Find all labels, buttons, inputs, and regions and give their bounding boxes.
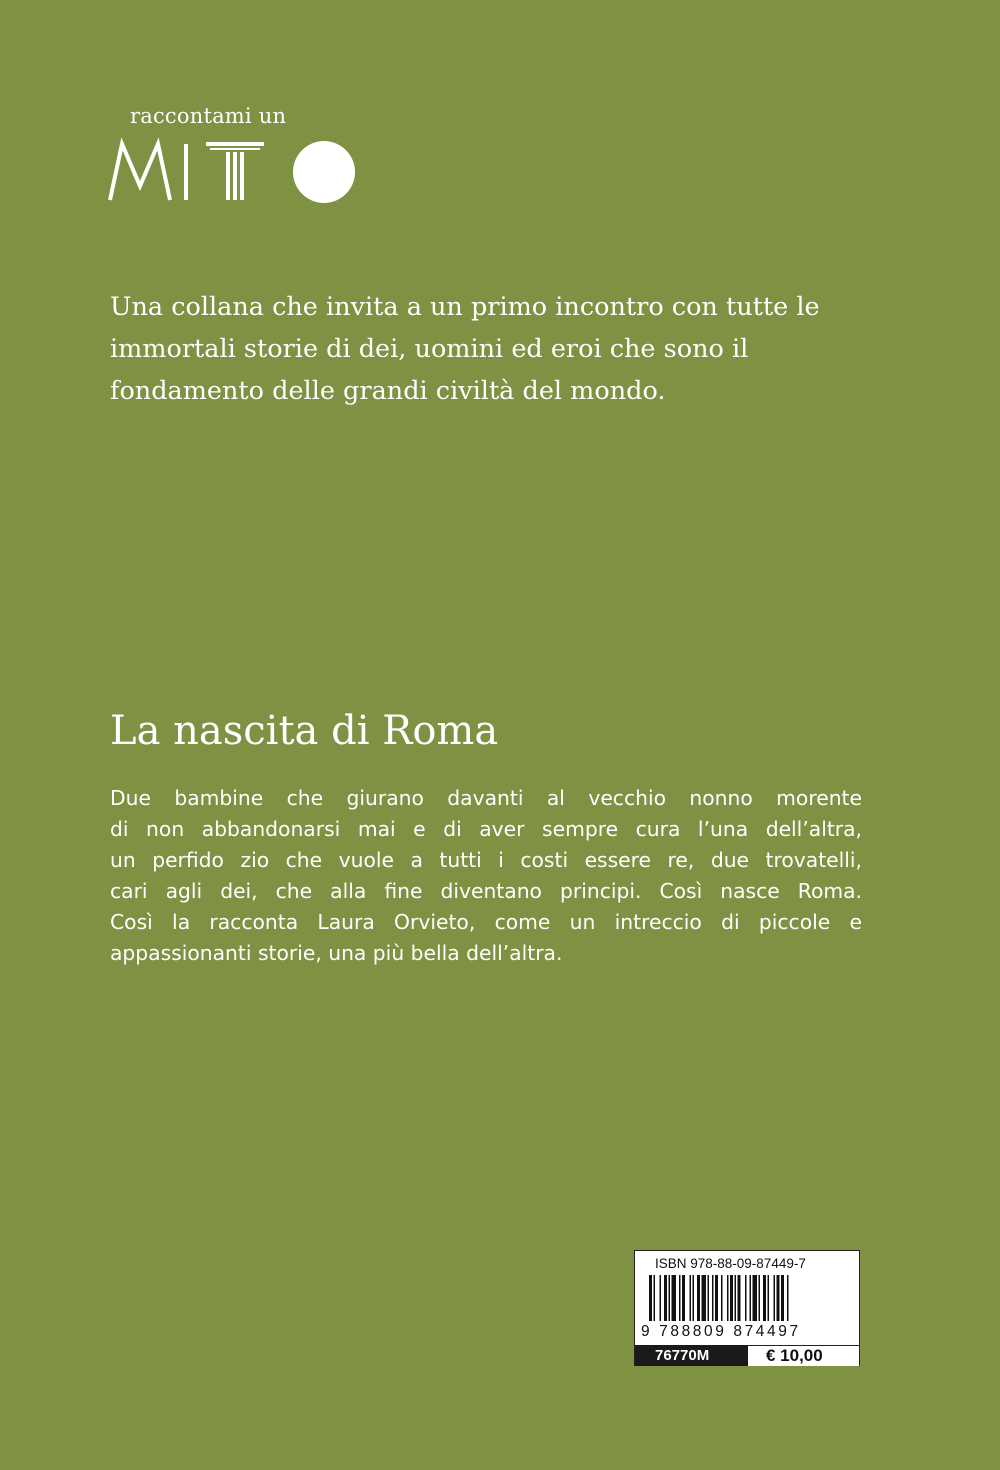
barcode-bar <box>697 1275 700 1321</box>
series-logo <box>106 100 366 210</box>
barcode-bar <box>672 1275 677 1321</box>
book-title: La nascita di Roma <box>110 708 499 754</box>
barcode-bar <box>787 1275 789 1321</box>
book-blurb <box>110 783 862 969</box>
ean-digits: 9 788809 874497 <box>641 1323 801 1340</box>
product-code: 76770M <box>635 1345 748 1366</box>
blurb-line: Due bambine che giurano davanti al vecchio nonno morente <box>110 786 862 810</box>
barcode-bar <box>745 1275 747 1321</box>
mito-logo-mark <box>106 136 358 206</box>
barcode-bar <box>660 1275 662 1321</box>
blurb-line: di non abbandonarsi mai e di aver sempre cura l’una dell’altra, <box>110 817 862 841</box>
blurb-line: appassionanti storie, una più bella dell’altra. <box>110 941 563 965</box>
barcode-bar <box>654 1275 656 1321</box>
barcode-bar <box>730 1275 733 1321</box>
barcode-bar <box>763 1275 766 1321</box>
barcode-bar <box>727 1275 729 1321</box>
barcode-bar <box>682 1275 685 1321</box>
barcode-bar <box>649 1275 652 1321</box>
barcode-bar <box>721 1275 723 1321</box>
isbn-text: ISBN 978-88-09-87449-7 <box>655 1256 806 1271</box>
barcode-bar <box>753 1275 758 1321</box>
barcode-bar <box>708 1275 710 1321</box>
barcode-bar <box>712 1275 714 1321</box>
barcode-bar <box>664 1275 667 1321</box>
barcode-bar <box>690 1275 692 1321</box>
barcode-bar <box>679 1275 681 1321</box>
barcode-bar <box>702 1275 707 1321</box>
barcode-bar <box>759 1275 761 1321</box>
barcode-bar <box>693 1275 695 1321</box>
barcode-bar <box>735 1275 737 1321</box>
barcode-bar <box>777 1275 780 1321</box>
series-wordmark <box>106 100 107 101</box>
blurb-line: un perfido zio che vuole a tutti i costi essere re, due trovatelli, <box>110 848 862 872</box>
blurb-line: Così la racconta Laura Orvieto, come un intreccio di piccole e <box>110 910 862 934</box>
barcode-bar <box>768 1275 770 1321</box>
series-intro: Una collana che invita a un primo incontro con tutte le immortali storie di dei, uomini ed eroi che sono il fondamento delle grandi civiltà del mondo. <box>110 292 820 406</box>
barcode-bar <box>774 1275 776 1321</box>
barcode-bar <box>738 1275 741 1321</box>
barcode-bars <box>649 1275 847 1323</box>
barcode-bar <box>781 1275 784 1321</box>
blurb-line: cari agli dei, che alla fine diventano principi. Così nasce Roma. <box>110 879 862 903</box>
price: € 10,00 <box>748 1345 859 1366</box>
barcode-label <box>634 1250 860 1366</box>
barcode-bar <box>715 1275 718 1321</box>
barcode-bar <box>669 1275 671 1321</box>
barcode-bar <box>750 1275 752 1321</box>
series-tagline: raccontami un <box>130 104 287 128</box>
